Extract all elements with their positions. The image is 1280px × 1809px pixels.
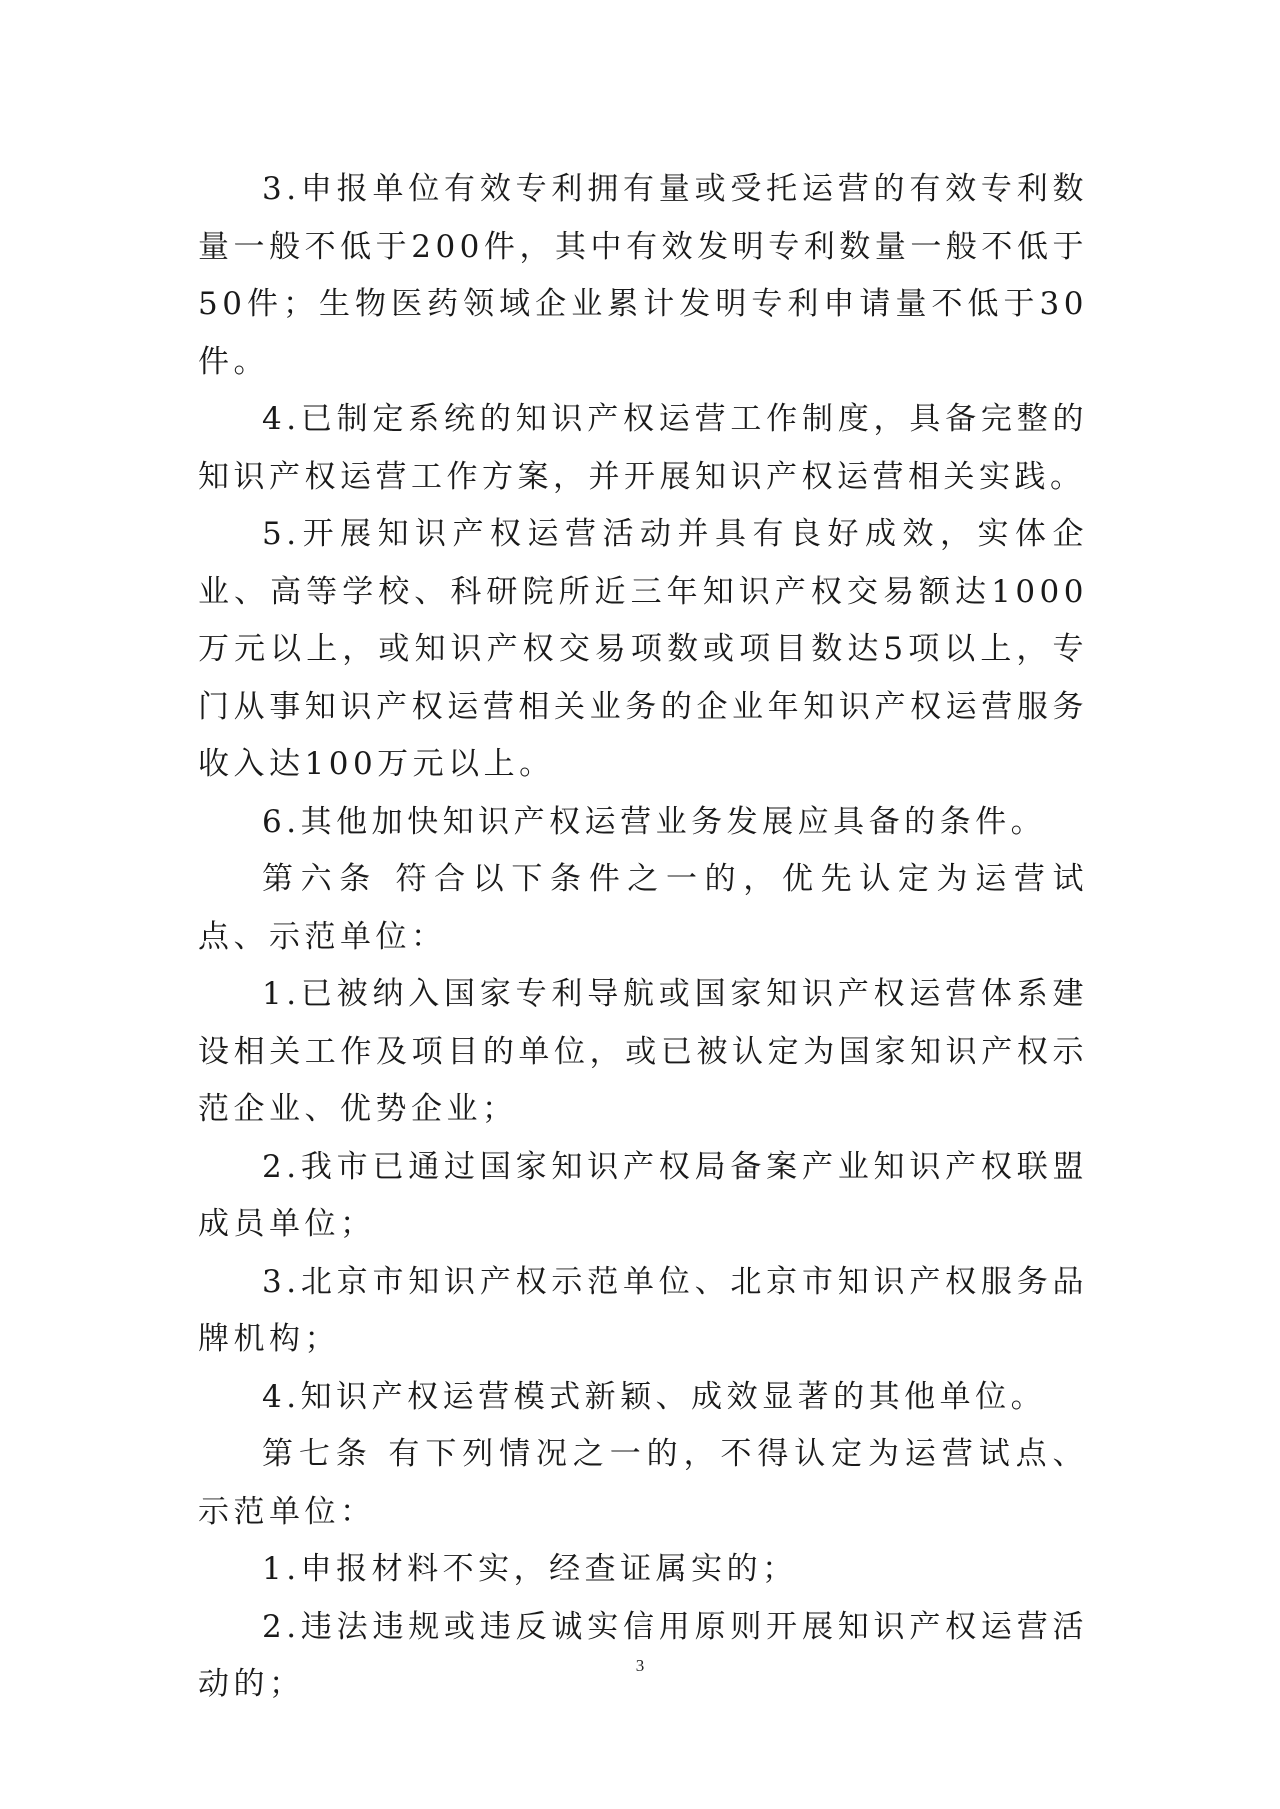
paragraph-item-3-patent-count: 3.申报单位有效专利拥有量或受托运营的有效专利数量一般不低于200件，其中有效发明专利数量一般不低于50件；生物医药领域企业累计发明专利申请量不低于30件。	[198, 171, 1088, 380]
paragraph-article-6: 第六条 符合以下条件之一的，优先认定为运营试点、示范单位：	[198, 861, 1088, 955]
paragraph-article-6-item-4: 4.知识产权运营模式新颖、成效显著的其他单位。	[262, 1378, 1047, 1415]
document-body	[198, 161, 1088, 1714]
paragraph-article-7-item-2: 2.违法违规或违反诚实信用原则开展知识产权运营活动的；	[198, 1608, 1088, 1702]
paragraph-article-7-item-1: 1.申报材料不实，经查证属实的；	[262, 1551, 798, 1587]
paragraph-article-6-item-2: 2.我市已通过国家知识产权局备案产业知识产权联盟成员单位；	[198, 1148, 1088, 1242]
page-number: 3	[635, 1656, 645, 1675]
paragraph-article-6-item-1: 1.已被纳入国家专利导航或国家知识产权运营体系建设相关工作及项目的单位，或已被认定为国家知识产权示范企业、优势企业；	[198, 976, 1088, 1127]
paragraph-item-4-operation-system: 4.已制定系统的知识产权运营工作制度，具备完整的知识产权运营工作方案，并开展知识产权运营相关实践。	[198, 401, 1088, 495]
paragraph-item-6-other-conditions: 6.其他加快知识产权运营业务发展应具备的条件。	[262, 803, 1047, 840]
paragraph-article-6-item-3: 3.北京市知识产权示范单位、北京市知识产权服务品牌机构；	[198, 1263, 1088, 1357]
paragraph-item-5-operation-results: 5.开展知识产权运营活动并具有良好成效，实体企业、高等学校、科研院所近三年知识产权交易额达1000万元以上，或知识产权交易项数或项目数达5项以上，专门从事知识产权运营相关业务的企业年知识产权运营服务收入达100万元以上。	[198, 516, 1088, 782]
paragraph-article-7: 第七条 有下列情况之一的，不得认定为运营试点、示范单位：	[198, 1436, 1088, 1530]
